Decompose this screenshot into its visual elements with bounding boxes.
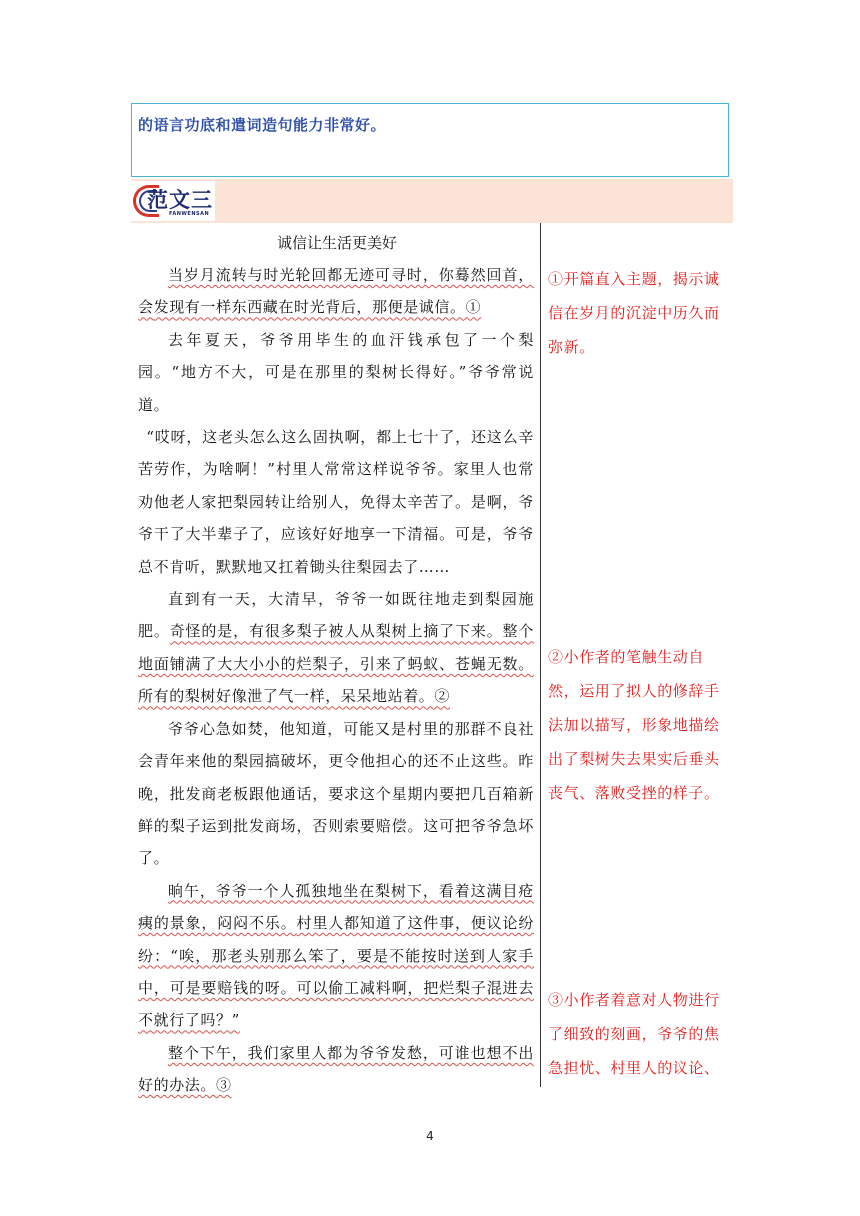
paragraph-6 (138, 875, 534, 1037)
annotation-1: ①开篇直入主题，揭示诚信在岁月的沉淀中历久而弥新。 (548, 270, 720, 356)
section-banner (131, 179, 733, 223)
page-number: 4 (426, 1129, 434, 1143)
annotation-2: ②小作者的笔触生动自然，运用了拟人的修辞手法加以描写，形象地描绘出了梨树失去果实后垂头丧气、落败受挫的样子。 (548, 648, 720, 802)
continuation-text: 的语言功底和遣词造句能力非常好。 (138, 116, 387, 134)
paragraph-4 (138, 583, 534, 713)
logo-sub: FANWENSAN (169, 211, 210, 217)
paragraph-6-annotated: 晌午，爷爷一个人孤独地坐在梨树下，看着这满目疮痍的景象，闷闷不乐。 (138, 881, 534, 933)
column-divider (540, 223, 541, 1087)
article-title: 诚信让生活更美好 (276, 234, 397, 252)
annotation-3: ③小作者着意对人物进行了细致的刻画，爷爷的焦急担忧、村里人的议论、 (548, 991, 720, 1077)
paragraph-1 (138, 259, 534, 324)
paragraph-1-annotated: 当岁月流转与时光轮回都无迹可寻时，你蓦然回首，会 (138, 266, 534, 317)
paragraph-4-annotated: 奇怪的是，有很多梨子被人从梨树上摘了下来。整个地面铺满了大大小小的烂梨子，引来了蚂蚁、苍蝇无数。所有的梨树好像泄了气一样，呆呆地站着。② (138, 622, 534, 706)
paragraph-4-plain: 直到有一天，大清早，爷爷一如既往地走到梨园施肥。 (138, 590, 534, 641)
paragraph-7-annotated: 整个下午，我们家里人都为爷爷发愁，可谁也想不出好的办法。③ (138, 1043, 534, 1095)
article-body (138, 259, 534, 1102)
paragraph-6-annotated-2: 村里人都知道了这件事，便议论纷纷：“唉，那老头别那么笨了，要是不能按时送到人家手中，可是要赔钱的呀。可以偷工减料啊，把烂梨子混进去不就行了吗？” (138, 914, 534, 1030)
paragraph-7 (138, 1037, 534, 1102)
paragraph-3: “哎呀，这老头怎么这么固执啊，都上七十了，还这么辛苦劳作，为啥啊！”村里人常常这样说爷爷。家里人也常劝他老人家把梨园转让给别人，免得太辛苦了。是啊，爷爷干了大半辈子了，应该好好地享一下清福。可是，爷爷总不肯听，默默地又扛着锄头往梨园去了…… (138, 428, 534, 576)
paragraph-2: 去年夏天，爷爷用毕生的血汗钱承包了一个梨园。“地方不大，可是在那里的梨树长得好。”爷爷常说道。 (138, 330, 534, 414)
paragraph-1-annotated-2: 发现有一样东西藏在时光背后，那便是诚信。① (153, 298, 482, 317)
paragraph-5: 爷爷心急如焚，他知道，可能又是村里的那群不良社会青年来他的梨园搞破坏，更令他担心的还不止这些。昨晚，批发商老板跟他通话，要求这个星期内要把几百箱新鲜的梨子运到批发商场，否则索要赔偿。这可把爷爷急坏了。 (138, 719, 534, 868)
continuation-text-box (131, 103, 729, 177)
logo-name: 范文三 (147, 188, 213, 212)
fanwensan-logo (131, 181, 215, 221)
